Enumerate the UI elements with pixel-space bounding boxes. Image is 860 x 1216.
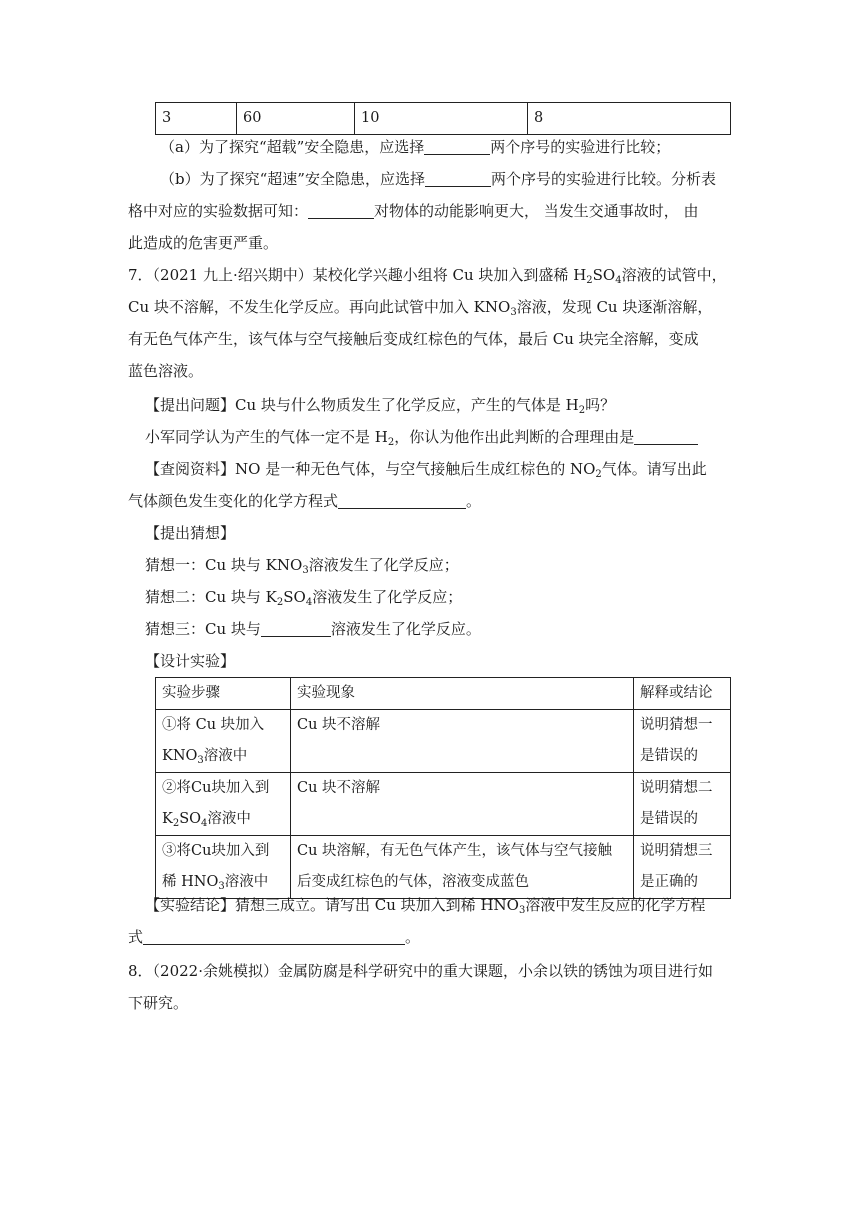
cell-text: 是错误的 <box>640 811 698 827</box>
cell-text: ①将 Cu 块加入 <box>162 717 265 733</box>
table-cell: 3 <box>156 103 237 135</box>
cell-text: 是正确的 <box>640 874 698 890</box>
q7-text: 溶液发生了化学反应； <box>308 556 459 574</box>
q7-text: 溶液发生了化学反应。 <box>330 620 481 638</box>
step-cell <box>156 773 291 836</box>
table-row <box>156 710 731 773</box>
subscript: 3 <box>302 565 309 576</box>
answer-blank[interactable] <box>634 426 698 445</box>
phenomenon-cell: Cu 块不溶解 <box>291 710 634 773</box>
experiment-table <box>155 677 731 899</box>
q7-line1 <box>128 259 727 291</box>
cell-text: ②将Cu块加入到 <box>162 780 270 796</box>
q7-question <box>145 389 615 421</box>
table-header: 解释或结论 <box>634 678 731 710</box>
q7-text: 。 <box>405 928 421 946</box>
q7-text: 7．（2021 九上·绍兴期中）某校化学兴趣小组将 Cu 块加入到盛稀 H <box>128 266 587 284</box>
q7-text: 。 <box>466 492 482 510</box>
cell-text-part: K <box>162 811 173 827</box>
answer-blank[interactable] <box>143 926 405 945</box>
q7-conclusion2 <box>128 921 420 953</box>
q7-text: 吗？ <box>585 396 616 414</box>
q7-text: 小军同学认为产生的气体一定不是 H <box>145 428 388 446</box>
subscript: 2 <box>586 275 593 286</box>
cell-text <box>162 741 284 772</box>
subscript: 4 <box>201 818 208 829</box>
q7-line4: 蓝色溶液。 <box>128 362 204 380</box>
q6-b-line3: 此造成的危害更严重。 <box>128 234 279 252</box>
q7-text: 溶液的试管中， <box>621 266 727 284</box>
subscript: 2 <box>276 597 284 608</box>
q7-text: 溶液，发现 Cu 块逐渐溶解， <box>516 298 713 316</box>
q7-line3: 有无色气体产生，该气体与空气接触后变成红棕色的气体，最后 Cu 块完全溶解，变成 <box>128 330 699 348</box>
q7-text: 式 <box>128 928 144 946</box>
answer-blank[interactable] <box>425 168 491 187</box>
cell-text-part: 溶液中 <box>203 748 248 764</box>
cell-text-part: SO <box>179 811 202 827</box>
q7-guess-title: 【提出猜想】 <box>145 524 236 542</box>
cell-text-part: KNO <box>162 748 198 764</box>
table-cell: 8 <box>528 103 731 135</box>
subscript: 2 <box>172 818 180 829</box>
subscript: 3 <box>218 881 225 892</box>
q7-reason <box>145 421 698 453</box>
table-header-row <box>156 678 731 710</box>
q7-text: 溶液中发生反应的化学方程 <box>525 896 706 914</box>
q7-info <box>145 453 707 485</box>
step-cell <box>156 710 291 773</box>
cell-text: Cu 块溶解，有无色气体产生，该气体与空气接触 <box>297 843 613 859</box>
table-row <box>156 103 731 135</box>
q7-line2 <box>128 291 712 323</box>
q6-b-line2 <box>128 195 699 227</box>
q7-text: 溶液发生了化学反应； <box>312 588 463 606</box>
cell-text <box>162 804 284 835</box>
cell-text: 说明猜想三 <box>640 843 713 859</box>
cell-text: 是错误的 <box>640 748 698 764</box>
subscript: 3 <box>510 307 517 318</box>
q6-b2-text: 格中对应的实验数据可知： <box>128 202 309 220</box>
subscript: 2 <box>595 469 602 480</box>
answer-blank[interactable] <box>308 200 374 219</box>
q6-a-line <box>160 131 670 163</box>
subscript: 3 <box>518 905 526 916</box>
q7-guess2 <box>145 581 462 613</box>
subscript: 3 <box>197 755 204 766</box>
cell-text: ③将Cu块加入到 <box>162 843 270 859</box>
cell-text: 后变成红棕色的气体，溶液变成蓝色 <box>297 874 529 890</box>
conclusion-cell <box>634 773 731 836</box>
answer-blank[interactable] <box>338 490 466 509</box>
q7-text: 气体。请写出此 <box>601 460 707 478</box>
cell-text-part: 稀 HNO <box>162 874 219 890</box>
q8-line2: 下研究。 <box>128 994 189 1012</box>
q7-text: SO <box>283 588 306 606</box>
subscript: 2 <box>387 437 395 448</box>
q7-text: 【查阅资料】NO 是一种无色气体，与空气接触后生成红棕色的 NO <box>145 460 596 478</box>
q7-guess3 <box>145 613 481 645</box>
cell-text-part: 溶液中 <box>224 874 269 890</box>
table-header: 实验现象 <box>291 678 634 710</box>
answer-blank[interactable] <box>424 136 490 155</box>
q6-b-text-end: 两个序号的实验进行比较。分析表 <box>490 170 716 188</box>
answer-blank[interactable] <box>261 618 331 637</box>
phenomenon-cell: Cu 块不溶解 <box>291 773 634 836</box>
q6-a-text: （a）为了探究“超载”安全隐患，应选择 <box>160 138 425 156</box>
subscript: 4 <box>615 275 622 286</box>
q7-text: Cu 块不溶解，不发生化学反应。再向此试管中加入 KNO <box>128 298 511 316</box>
q7-text: 猜想三：Cu 块与 <box>145 620 261 638</box>
q7-guess1 <box>145 549 459 581</box>
q6-a-text-end: 两个序号的实验进行比较； <box>490 138 671 156</box>
table-header: 实验步骤 <box>156 678 291 710</box>
q6-b-line <box>160 163 716 195</box>
q7-info2 <box>128 485 481 517</box>
q8-line1: 8．（2022·余姚模拟）金属防腐是科学研究中的重大课题，小余以铁的锈蚀为项目进行如 <box>128 962 713 980</box>
cell-text: 说明猜想二 <box>640 780 713 796</box>
conclusion-cell <box>634 710 731 773</box>
table-cell: 10 <box>355 103 528 135</box>
q7-text: 【实验结论】猜想三成立。请写出 Cu 块加入到稀 HNO <box>145 896 519 914</box>
q7-design-title: 【设计实验】 <box>145 652 236 670</box>
q6-b2-text-end: 对物体的动能影响更大， 当发生交通事故时， 由 <box>374 202 699 220</box>
q7-text: 气体颜色发生变化的化学方程式 <box>128 492 339 510</box>
q7-text: SO <box>592 266 616 284</box>
subscript: 2 <box>578 405 586 416</box>
cell-text: 说明猜想一 <box>640 717 713 733</box>
table-row <box>156 773 731 836</box>
cell-text-part: 溶液中 <box>207 811 251 827</box>
table-cell: 60 <box>237 103 355 135</box>
q7-text: 【提出问题】Cu 块与什么物质发生了化学反应，产生的气体是 H <box>145 396 579 414</box>
q7-text: ，你认为他作出此判断的合理理由是 <box>394 428 635 446</box>
subscript: 4 <box>305 597 313 608</box>
q7-conclusion <box>145 889 705 921</box>
q6-b-text: （b）为了探究“超速”安全隐患，应选择 <box>160 170 425 188</box>
q7-text: 猜想一：Cu 块与 KNO <box>145 556 303 574</box>
q7-text: 猜想二：Cu 块与 K <box>145 588 277 606</box>
